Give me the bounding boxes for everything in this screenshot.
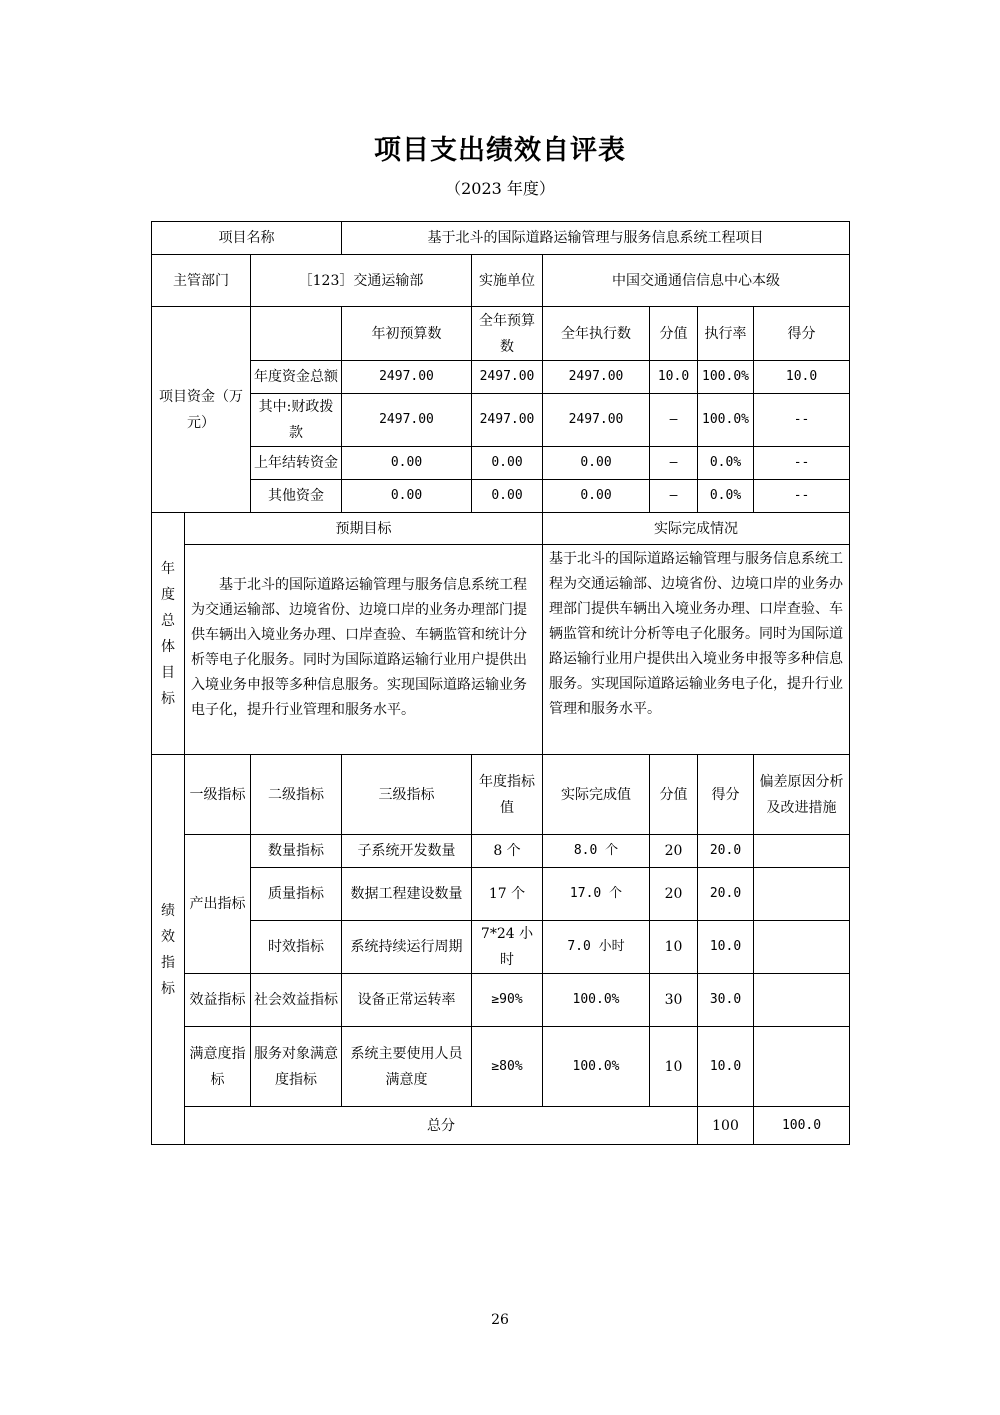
ind-weight: 30	[650, 974, 698, 1027]
impl-value: 中国交通通信信息中心本级	[543, 255, 850, 307]
ind-score: 10.0	[698, 921, 754, 974]
ind-level2: 数量指标	[251, 835, 342, 868]
page-number: 26	[491, 1312, 509, 1328]
funds-row-initial: 0.00	[342, 480, 472, 513]
funds-row-initial: 2497.00	[342, 394, 472, 447]
ind-level1-satisfaction: 满意度指标	[185, 1027, 251, 1107]
funds-header-executed: 全年执行数	[543, 307, 650, 361]
ind-level2: 社会效益指标	[251, 974, 342, 1027]
funds-row-weight: 10.0	[650, 361, 698, 394]
ind-actual: 100.0%	[543, 974, 650, 1027]
funds-row-executed: 0.00	[543, 480, 650, 513]
ind-weight: 20	[650, 835, 698, 868]
indicator-row	[152, 1027, 850, 1107]
indicator-row	[152, 921, 850, 974]
ind-target: ≥80%	[472, 1027, 543, 1107]
ind-weight: 10	[650, 921, 698, 974]
ind-level2: 时效指标	[251, 921, 342, 974]
ind-level1-output: 产出指标	[185, 835, 251, 974]
goals-expected-text	[185, 545, 543, 755]
goals-header-row	[152, 513, 850, 545]
ind-target: ≥90%	[472, 974, 543, 1027]
ind-header-weight: 分值	[650, 755, 698, 835]
ind-header-deviation: 偏差原因分析及改进措施	[754, 755, 850, 835]
funds-row	[152, 361, 850, 394]
ind-level3: 数据工程建设数量	[342, 868, 472, 921]
goals-expected-paragraph: 基于北斗的国际道路运输管理与服务信息系统工程为交通运输部、边境省份、边境口岸的业务办理部门提供车辆出入境业务办理、口岸查验、车辆监管和统计分析等电子化服务。同时为国际道路运输行业用户提供出入境业务申报等多种信息服务。实现国际道路运输业务电子化，提升行业管理和服务水平。	[191, 577, 527, 718]
funds-row-executed: 2497.00	[543, 394, 650, 447]
ind-deviation	[754, 974, 850, 1027]
ind-deviation	[754, 1027, 850, 1107]
total-label: 总分	[185, 1107, 698, 1145]
self-evaluation-table	[151, 221, 850, 1145]
project-name-row	[152, 222, 850, 255]
funds-row-weight: —	[650, 394, 698, 447]
impl-label: 实施单位	[472, 255, 543, 307]
funds-header-row	[152, 307, 850, 361]
funds-row-weight: —	[650, 480, 698, 513]
ind-level3: 系统持续运行周期	[342, 921, 472, 974]
funds-row-label: 上年结转资金	[251, 447, 342, 480]
total-row	[152, 1107, 850, 1145]
document-subtitle: （2023 年度）	[445, 179, 555, 198]
funds-row-executed: 0.00	[543, 447, 650, 480]
ind-level3: 系统主要使用人员满意度	[342, 1027, 472, 1107]
funds-row-rate: 100.0%	[698, 394, 754, 447]
ind-level3: 子系统开发数量	[342, 835, 472, 868]
funds-row-rate: 0.0%	[698, 480, 754, 513]
indicators-header-row	[152, 755, 850, 835]
project-name-value: 基于北斗的国际道路运输管理与服务信息系统工程项目	[342, 222, 850, 255]
ind-header-level3: 三级指标	[342, 755, 472, 835]
funds-row-annual: 2497.00	[472, 361, 543, 394]
goals-actual-header: 实际完成情况	[543, 513, 850, 545]
funds-header-initial: 年初预算数	[342, 307, 472, 361]
ind-level1-benefit: 效益指标	[185, 974, 251, 1027]
funds-row-label: 其他资金	[251, 480, 342, 513]
funds-row-annual: 2497.00	[472, 394, 543, 447]
ind-header-level2: 二级指标	[251, 755, 342, 835]
goals-content-row	[152, 545, 850, 755]
ind-target: 8 个	[472, 835, 543, 868]
funds-row-score: 10.0	[754, 361, 850, 394]
dept-value: ［123］交通运输部	[251, 255, 472, 307]
ind-header-level1: 一级指标	[185, 755, 251, 835]
ind-header-actual: 实际完成值	[543, 755, 650, 835]
total-score: 100.0	[754, 1107, 850, 1145]
ind-deviation	[754, 921, 850, 974]
funds-header-blank	[251, 307, 342, 361]
ind-weight: 10	[650, 1027, 698, 1107]
funds-row-label: 其中:财政拨款	[251, 394, 342, 447]
ind-level2: 服务对象满意度指标	[251, 1027, 342, 1107]
ind-actual: 17.0 个	[543, 868, 650, 921]
ind-header-score: 得分	[698, 755, 754, 835]
funds-row	[152, 480, 850, 513]
ind-target: 17 个	[472, 868, 543, 921]
funds-row-score: --	[754, 394, 850, 447]
document-title: 项目支出绩效自评表	[374, 135, 626, 166]
funds-section-label	[152, 307, 251, 513]
goals-section-label	[152, 513, 185, 755]
funds-row	[152, 394, 850, 447]
funds-section-text: 项目资金（万元）	[159, 388, 243, 431]
ind-score: 10.0	[698, 1027, 754, 1107]
department-row	[152, 255, 850, 307]
ind-actual: 8.0 个	[543, 835, 650, 868]
ind-target: 7*24 小时	[472, 921, 543, 974]
funds-row-score: --	[754, 447, 850, 480]
goals-actual-text	[543, 545, 850, 755]
funds-row-weight: —	[650, 447, 698, 480]
ind-deviation	[754, 868, 850, 921]
ind-actual: 7.0 小时	[543, 921, 650, 974]
funds-row-initial: 0.00	[342, 447, 472, 480]
funds-row-rate: 0.0%	[698, 447, 754, 480]
funds-header-annual: 全年预算数	[472, 307, 543, 361]
goals-actual-paragraph: 基于北斗的国际道路运输管理与服务信息系统工程为交通运输部、边境省份、边境口岸的业务办理部门提供车辆出入境业务办理、口岸查验、车辆监管和统计分析等电子化服务。同时为国际道路运输行业用户提供出入境业务申报等多种信息服务。实现国际道路运输业务电子化，提升行业管理和服务水平。	[549, 551, 843, 717]
ind-header-target: 年度指标值	[472, 755, 543, 835]
indicator-row	[152, 868, 850, 921]
indicators-section-text: 绩效指标	[161, 902, 175, 997]
goals-section-text: 年度总体目标	[161, 560, 175, 707]
funds-row-annual: 0.00	[472, 480, 543, 513]
project-name-label: 项目名称	[152, 222, 342, 255]
dept-label: 主管部门	[152, 255, 251, 307]
ind-actual: 100.0%	[543, 1027, 650, 1107]
ind-weight: 20	[650, 868, 698, 921]
ind-score: 30.0	[698, 974, 754, 1027]
funds-header-weight: 分值	[650, 307, 698, 361]
funds-row-executed: 2497.00	[543, 361, 650, 394]
funds-row	[152, 447, 850, 480]
ind-level3: 设备正常运转率	[342, 974, 472, 1027]
goals-expected-header: 预期目标	[185, 513, 543, 545]
indicators-section-label	[152, 755, 185, 1145]
funds-row-score: --	[754, 480, 850, 513]
funds-row-annual: 0.00	[472, 447, 543, 480]
ind-deviation	[754, 835, 850, 868]
funds-row-initial: 2497.00	[342, 361, 472, 394]
funds-header-rate: 执行率	[698, 307, 754, 361]
funds-row-label: 年度资金总额	[251, 361, 342, 394]
ind-score: 20.0	[698, 868, 754, 921]
funds-header-score: 得分	[754, 307, 850, 361]
total-weight: 100	[698, 1107, 754, 1145]
funds-row-rate: 100.0%	[698, 361, 754, 394]
indicator-row	[152, 974, 850, 1027]
ind-score: 20.0	[698, 835, 754, 868]
ind-level2: 质量指标	[251, 868, 342, 921]
indicator-row	[152, 835, 850, 868]
